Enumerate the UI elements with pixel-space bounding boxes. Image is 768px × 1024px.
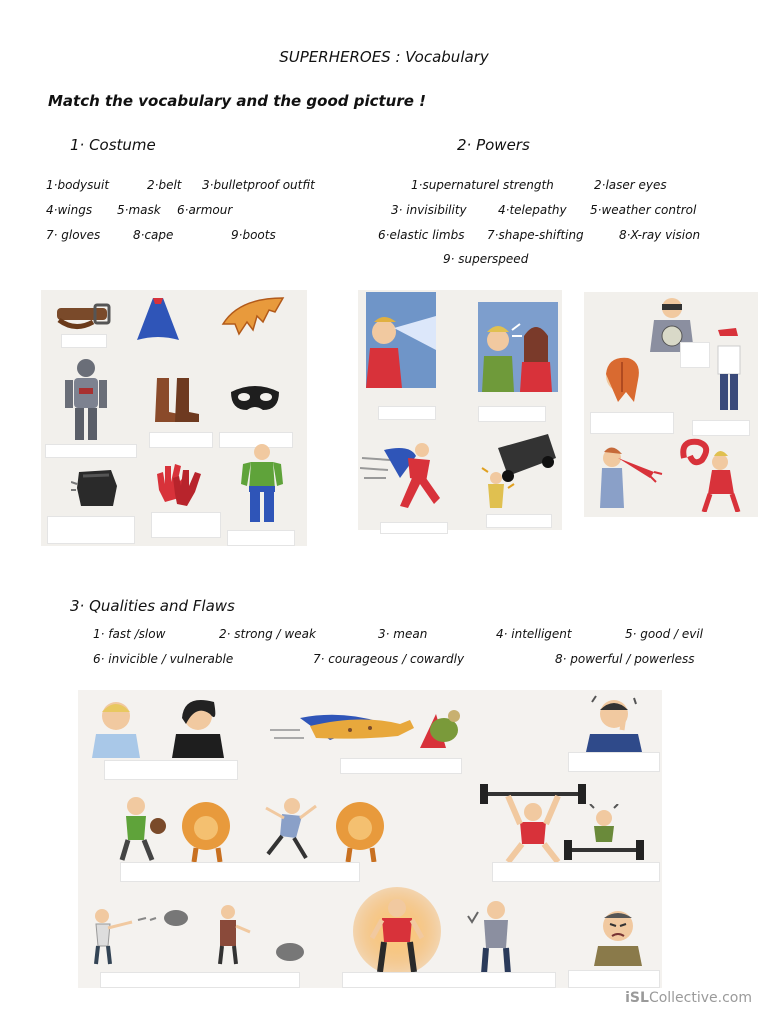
answer-box[interactable] bbox=[100, 972, 300, 988]
cowardly-man-lion-icon bbox=[262, 792, 392, 862]
vocab-item: 8·cape bbox=[133, 228, 174, 242]
weather-control-icon bbox=[676, 438, 754, 512]
answer-box[interactable] bbox=[61, 334, 107, 348]
hero-force-field-icon bbox=[342, 886, 452, 976]
instruction-text: Match the vocabulary and the good picture ! bbox=[48, 92, 426, 110]
vocab-item: 2· strong / weak bbox=[219, 627, 316, 641]
answer-box[interactable] bbox=[378, 406, 436, 420]
vocab-item: 9· superspeed bbox=[443, 252, 529, 266]
answer-box[interactable] bbox=[149, 432, 213, 448]
gloves-icon bbox=[153, 460, 205, 508]
qualities-vocabulary-list bbox=[0, 627, 768, 671]
belt-icon bbox=[55, 298, 111, 334]
powerful-man-rock-icon bbox=[92, 902, 192, 966]
superspeed-icon bbox=[360, 438, 450, 518]
answer-box[interactable] bbox=[568, 752, 660, 772]
vocab-item: 8·X-ray vision bbox=[619, 228, 701, 242]
vocab-item: 2·belt bbox=[147, 178, 182, 192]
vulnerable-man-icon bbox=[464, 896, 524, 976]
strength-icon bbox=[478, 428, 558, 508]
answer-box[interactable] bbox=[692, 420, 750, 436]
vocab-item: 4·telepathy bbox=[498, 203, 567, 217]
armour-icon bbox=[61, 356, 111, 444]
vocab-item: 7·shape-shifting bbox=[487, 228, 584, 242]
vocab-item: 5·mask bbox=[117, 203, 161, 217]
vocab-item: 1·bodysuit bbox=[46, 178, 110, 192]
vocab-item: 4·wings bbox=[46, 203, 93, 217]
thinking-man-icon bbox=[578, 692, 650, 752]
answer-box[interactable] bbox=[104, 760, 238, 780]
answer-box[interactable] bbox=[120, 862, 360, 882]
vocab-item: 6· invicible / vulnerable bbox=[93, 652, 234, 666]
cape-icon bbox=[133, 294, 183, 344]
vocab-item: 1·supernaturel strength bbox=[411, 178, 554, 192]
answer-box[interactable] bbox=[151, 512, 221, 538]
costume-heading: 1· Costume bbox=[70, 136, 156, 154]
laser-eyes-icon bbox=[366, 292, 436, 388]
powerless-man-rock-icon bbox=[210, 902, 310, 966]
weightlifter-weak-icon bbox=[564, 804, 644, 860]
vocab-item: 1· fast /slow bbox=[93, 627, 166, 641]
powers-picture-panel-a bbox=[358, 290, 562, 530]
answer-box[interactable] bbox=[340, 758, 462, 774]
answer-box[interactable] bbox=[680, 342, 710, 368]
shape-shifting-icon bbox=[598, 352, 648, 410]
watermark bbox=[625, 990, 752, 1006]
answer-box[interactable] bbox=[486, 514, 552, 528]
vocab-item: 3· invisibility bbox=[391, 203, 467, 217]
answer-box[interactable] bbox=[342, 972, 556, 988]
wings-icon bbox=[219, 294, 291, 342]
vocab-item: 3·bulletproof outfit bbox=[202, 178, 315, 192]
vocab-item: 7· courageous / cowardly bbox=[313, 652, 465, 666]
qualities-picture-panel bbox=[78, 690, 662, 988]
two-boys-icon bbox=[86, 694, 236, 758]
vocab-item: 6·elastic limbs bbox=[378, 228, 465, 242]
brave-man-lion-icon bbox=[118, 792, 238, 862]
mask-icon bbox=[227, 382, 283, 418]
elastic-limbs-icon bbox=[594, 442, 664, 508]
answer-box[interactable] bbox=[227, 530, 295, 546]
vocab-item: 7· gloves bbox=[46, 228, 101, 242]
angry-man-icon bbox=[588, 904, 648, 966]
vocab-item: 4· intelligent bbox=[496, 627, 572, 641]
qualities-heading: 3· Qualities and Flaws bbox=[70, 597, 235, 615]
answer-box[interactable] bbox=[568, 970, 660, 988]
answer-box[interactable] bbox=[45, 444, 137, 458]
answer-box[interactable] bbox=[380, 522, 448, 534]
answer-box[interactable] bbox=[478, 406, 546, 422]
boots-icon bbox=[151, 374, 203, 426]
telepathy-icon bbox=[478, 302, 558, 392]
turtle-icon bbox=[416, 704, 466, 752]
vocab-item: 6·armour bbox=[177, 203, 233, 217]
answer-box[interactable] bbox=[492, 862, 660, 882]
powers-vocabulary-list bbox=[0, 178, 768, 278]
vocab-item: 5·weather control bbox=[590, 203, 697, 217]
page-title: SUPERHEROES : Vocabulary bbox=[279, 48, 489, 66]
vocab-item: 3· mean bbox=[378, 627, 428, 641]
bulletproof-outfit-icon bbox=[71, 466, 121, 510]
powers-heading: 2· Powers bbox=[457, 136, 530, 154]
bodysuit-icon bbox=[237, 442, 287, 526]
vocab-item: 2·laser eyes bbox=[594, 178, 667, 192]
answer-box[interactable] bbox=[590, 412, 674, 434]
powers-picture-panel-b bbox=[584, 292, 758, 517]
vocab-item: 9·boots bbox=[231, 228, 276, 242]
vocab-item: 8· powerful / powerless bbox=[555, 652, 695, 666]
answer-box[interactable] bbox=[47, 516, 135, 544]
invisibility-icon bbox=[708, 322, 748, 414]
vocab-item: 5· good / evil bbox=[625, 627, 704, 641]
watermark-brand: iSL bbox=[625, 990, 649, 1006]
watermark-domain: Collective.com bbox=[648, 990, 752, 1006]
costume-picture-panel bbox=[41, 290, 307, 546]
